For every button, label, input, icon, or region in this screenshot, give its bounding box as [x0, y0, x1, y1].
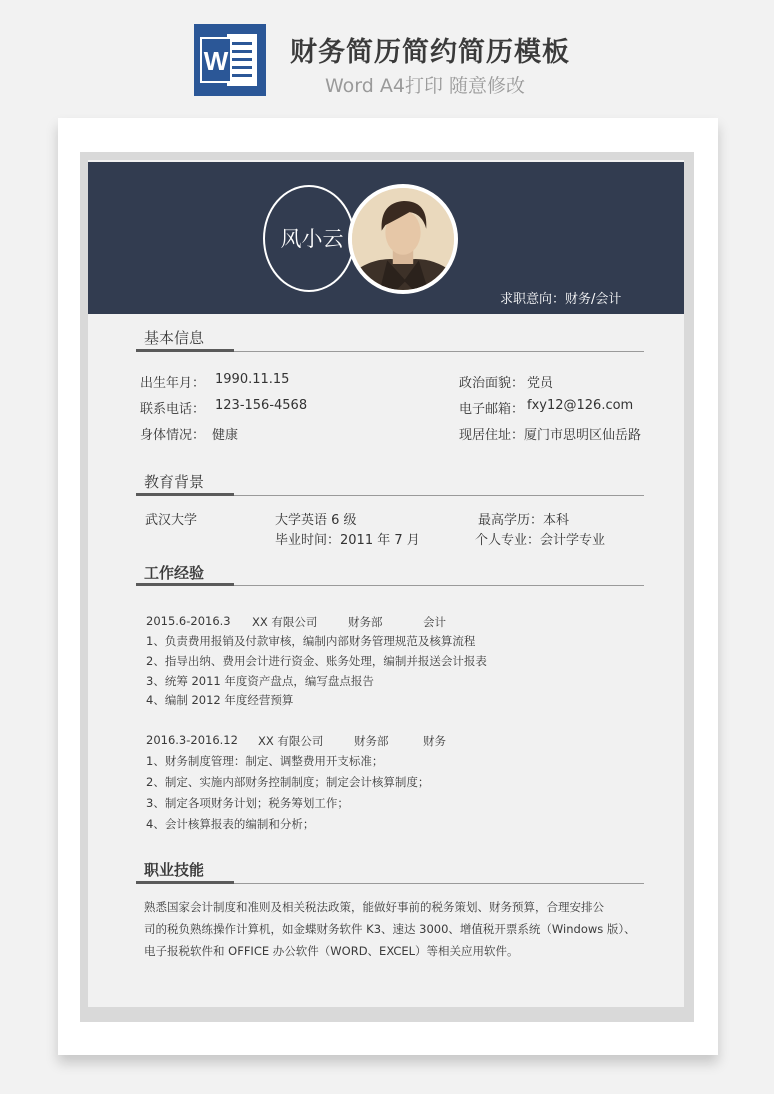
address-label: 现居住址： — [459, 428, 525, 443]
job-intent: 求职意向：财务/会计 — [500, 292, 622, 307]
job-duty: 2、制定、实施内部财务控制制度；制定会计核算制度； — [146, 775, 430, 789]
job-duty: 4、会计核算报表的编制和分析； — [146, 817, 315, 831]
skills-paragraph — [144, 896, 644, 962]
job-duty: 2、指导出纳、费用会计进行资金、账务处理，编制并报送会计报表 — [146, 654, 487, 668]
section-accent-bar — [136, 881, 234, 884]
job-period: 2015.6-2016.3 — [146, 614, 231, 628]
page-subtitle: Word A4打印 随意修改 — [325, 75, 526, 97]
email-label: 电子邮箱： — [459, 402, 525, 417]
page-title: 财务简历简约简历模板 — [290, 37, 570, 68]
education-major: 个人专业：会计学专业 — [475, 533, 606, 548]
education-school: 武汉大学 — [145, 513, 198, 528]
health-value: 健康 — [212, 428, 239, 443]
section-title-skills: 职业技能 — [144, 861, 205, 879]
skills-line: 电子报税软件和 OFFICE 办公软件（WORD、EXCEL）等相关应用软件。 — [144, 944, 519, 958]
job-duty: 1、负责费用报销及付款审核，编制内部财务管理规范及核算流程 — [146, 634, 476, 648]
education-graduation: 毕业时间：2011 年 7 月 — [275, 533, 420, 548]
section-title-work: 工作经验 — [144, 564, 205, 582]
politics-value: 党员 — [527, 376, 554, 391]
job-duty: 3、统筹 2011 年度资产盘点，编写盘点报告 — [146, 674, 374, 688]
name-circle — [263, 185, 355, 292]
birth-label: 出生年月： — [140, 376, 206, 391]
job-dept: 财务部 — [354, 734, 389, 748]
section-accent-bar — [136, 583, 234, 586]
education-degree: 最高学历：本科 — [478, 513, 570, 528]
skills-line: 熟悉国家会计制度和准则及相关税法政策，能做好事前的税务策划、财务预算，合理安排公 — [144, 900, 604, 914]
job-duty: 3、制定各项财务计划；税务筹划工作； — [146, 796, 349, 810]
job-role: 会计 — [423, 615, 446, 629]
banner — [0, 0, 774, 112]
section-title-education: 教育背景 — [144, 473, 205, 491]
section-title-basic-info: 基本信息 — [144, 329, 205, 347]
job-company: XX 有限公司 — [258, 734, 324, 748]
portrait-image — [352, 188, 454, 290]
phone-value: 123-156-4568 — [215, 398, 308, 413]
address-value: 厦门市思明区仙岳路 — [524, 428, 642, 443]
avatar-photo — [348, 184, 458, 294]
job-company: XX 有限公司 — [252, 615, 318, 629]
birth-value: 1990.11.15 — [215, 372, 290, 387]
section-accent-bar — [136, 493, 234, 496]
word-icon-letter: W — [203, 46, 229, 76]
politics-label: 政治面貌： — [459, 376, 525, 391]
health-label: 身体情况： — [140, 428, 206, 443]
word-document-icon — [194, 24, 266, 96]
job-role: 财务 — [423, 734, 446, 748]
job-period: 2016.3-2016.12 — [146, 733, 238, 747]
job-duty: 4、编制 2012 年度经营预算 — [146, 693, 294, 707]
section-accent-bar — [136, 349, 234, 352]
phone-label: 联系电话： — [140, 402, 206, 417]
job-dept: 财务部 — [348, 615, 383, 629]
education-english: 大学英语 6 级 — [275, 513, 357, 528]
job-duty: 1、财务制度管理：制定、调整费用开支标准； — [146, 754, 384, 768]
email-value: fxy12@126.com — [527, 398, 634, 413]
candidate-name: 风小云 — [280, 227, 344, 251]
skills-line: 司的税负熟练操作计算机，如金蝶财务软件 K3、速达 3000、增值税开票系统（Windows 版）、 — [144, 922, 636, 936]
